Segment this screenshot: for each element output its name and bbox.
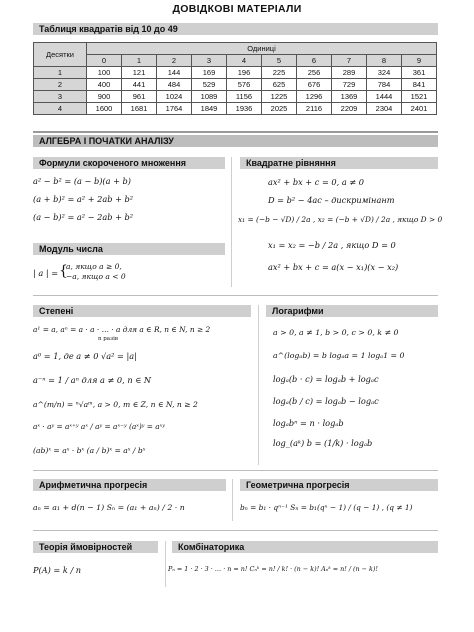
formula-diff-squares: a² − b² = (a − b)(a + b) [33, 176, 131, 186]
brace-icon: { [59, 263, 68, 279]
divider [33, 131, 438, 133]
square-value-cell: 2025 [262, 103, 297, 115]
formula-negative-power: a⁻ⁿ = 1 / aⁿ для a ≠ 0, n ∈ N [33, 375, 152, 385]
square-value-cell: 2304 [367, 103, 402, 115]
geom-heading: Геометрична прогресія [240, 479, 438, 491]
formula-discriminant: D = b² − 4ac – дискримінант [268, 195, 395, 205]
square-value-cell: 1089 [192, 91, 227, 103]
table-row [34, 103, 437, 115]
table-row [34, 67, 437, 79]
column-divider [165, 541, 166, 587]
formula-square-diff: (a − b)² = a² − 2ab + b² [33, 212, 134, 222]
units-header-cell: 2 [157, 55, 192, 67]
square-value-cell: 1849 [192, 103, 227, 115]
square-value-cell: 1156 [227, 91, 262, 103]
square-value-cell: 2401 [402, 103, 437, 115]
square-value-cell: 900 [87, 91, 122, 103]
square-value-cell: 729 [332, 79, 367, 91]
square-value-cell: 676 [297, 79, 332, 91]
square-value-cell: 1681 [122, 103, 157, 115]
formula-square-sum: (a + b)² = a² + 2ab + b² [33, 194, 134, 204]
square-value-cell: 400 [87, 79, 122, 91]
square-value-cell: 1225 [262, 91, 297, 103]
units-row [34, 55, 437, 67]
square-value-cell: 2209 [332, 103, 367, 115]
square-value-cell: 484 [157, 79, 192, 91]
formula-power-def: a¹ = a, aⁿ = a · a · … · a для a ∈ R, n ∈ N, n ≥ 2 [33, 325, 211, 334]
tens-cell: 3 [34, 91, 87, 103]
formula-product-power: (ab)ˣ = aˣ · bˣ (a / b)ˣ = aˣ / bˣ [33, 446, 146, 455]
modulus-case-positive: a, якщо a ≥ 0, [66, 262, 122, 271]
units-header-cell: 9 [402, 55, 437, 67]
formula-probability: P(A) = k / n [33, 565, 82, 575]
square-value-cell: 784 [367, 79, 402, 91]
square-value-cell: 1600 [87, 103, 122, 115]
square-value-cell: 1521 [402, 91, 437, 103]
square-value-cell: 361 [402, 67, 437, 79]
powers-heading: Степені [33, 305, 251, 317]
squares-heading: Таблиця квадратів від 10 до 49 [33, 23, 438, 35]
square-value-cell: 2116 [297, 103, 332, 115]
square-value-cell: 196 [227, 67, 262, 79]
square-value-cell: 529 [192, 79, 227, 91]
prob-heading: Теорія ймовірностей [33, 541, 158, 553]
units-header-cell: 1 [122, 55, 157, 67]
formula-log-quotient: logₐ(b / c) = logₐb − logₐc [273, 396, 379, 406]
formula-log-basic: a^(logₐb) = b logₐa = 1 logₐ1 = 0 [273, 351, 405, 360]
table-row [34, 79, 437, 91]
column-divider [232, 479, 233, 521]
units-header-cell: 3 [192, 55, 227, 67]
square-value-cell: 961 [122, 91, 157, 103]
table-row [34, 91, 437, 103]
squares-table [33, 42, 437, 115]
column-divider [258, 305, 259, 465]
square-value-cell: 1936 [227, 103, 262, 115]
square-value-cell: 289 [332, 67, 367, 79]
formula-power-zero: a⁰ = 1, де a ≠ 0 √a² = |a| [33, 351, 137, 361]
units-header-cell: 4 [227, 55, 262, 67]
square-value-cell: 169 [192, 67, 227, 79]
square-value-cell: 256 [297, 67, 332, 79]
units-header-cell: 8 [367, 55, 402, 67]
units-header-cell: 7 [332, 55, 367, 67]
square-value-cell: 441 [122, 79, 157, 91]
formula-rational-power: a^(m/n) = ⁿ√aᵐ, a > 0, m ∈ Z, n ∈ N, n ≥ 2 [33, 400, 198, 409]
tens-cell: 2 [34, 79, 87, 91]
divider [33, 530, 438, 531]
column-divider [231, 157, 232, 287]
formula-log-product: logₐ(b · c) = logₐb + logₐc [273, 374, 379, 384]
tens-cell: 4 [34, 103, 87, 115]
units-header-cell: 6 [297, 55, 332, 67]
algebra-heading: АЛГЕБРА І ПОЧАТКИ АНАЛІЗУ [33, 135, 438, 147]
units-header-cell: 5 [262, 55, 297, 67]
formula-log-base-power: log_(aᵏ) b = (1/k) · logₐb [273, 438, 373, 448]
power-def-note: n разів [98, 336, 118, 342]
page-title: ДОВІДКОВІ МАТЕРІАЛИ [172, 3, 302, 15]
formula-log-power: logₐbⁿ = n · logₐb [273, 418, 344, 428]
formula-quadratic: ax² + bx + c = 0, a ≠ 0 [268, 177, 364, 187]
square-value-cell: 121 [122, 67, 157, 79]
formula-combinatorics: Pₙ = 1 · 2 · 3 · … · n = n! Cₙᵏ = n! / k! · (n − k)! Aₙᵏ = n! / (n − k)! [168, 565, 378, 573]
modulus-case-negative: −a, якщо a < 0 [66, 272, 126, 281]
square-value-cell: 841 [402, 79, 437, 91]
formula-geom: bₙ = b₁ · qⁿ⁻¹ Sₙ = b₁(qⁿ − 1) / (q − 1) , (q ≠ 1) [240, 503, 413, 512]
modulus-lhs: | a | = [33, 268, 59, 278]
formula-arith: aₙ = a₁ + d(n − 1) Sₙ = (a₁ + aₙ) / 2 · n [33, 503, 185, 512]
short-mult-heading: Формули скороченого множення [33, 157, 225, 169]
formula-double-root: x₁ = x₂ = −b / 2a , якщо D = 0 [268, 240, 396, 250]
units-header-cell: 0 [87, 55, 122, 67]
modulus-heading: Модуль числа [33, 243, 225, 255]
square-value-cell: 324 [367, 67, 402, 79]
formula-factorization: ax² + bx + c = a(x − x₁)(x − x₂) [268, 262, 399, 272]
formula-roots: x₁ = (−b − √D) / 2a , x₂ = (−b + √D) / 2a , якщо D > 0 [238, 215, 443, 224]
square-value-cell: 1296 [297, 91, 332, 103]
formula-power-rules: aˣ · aʸ = aˣ⁺ʸ aˣ / aʸ = aˣ⁻ʸ (aˣ)ʸ = aˣʸ [33, 422, 165, 431]
square-value-cell: 1024 [157, 91, 192, 103]
square-value-cell: 1369 [332, 91, 367, 103]
square-value-cell: 100 [87, 67, 122, 79]
square-value-cell: 576 [227, 79, 262, 91]
logs-heading: Логарифми [266, 305, 438, 317]
divider [33, 295, 438, 296]
quadratic-heading: Квадратне рівняння [240, 157, 438, 169]
tens-cell: 1 [34, 67, 87, 79]
units-header: Одиниці [87, 43, 437, 55]
tens-header: Десятки [34, 43, 87, 67]
square-value-cell: 1764 [157, 103, 192, 115]
square-value-cell: 144 [157, 67, 192, 79]
arith-heading: Арифметична прогресія [33, 479, 226, 491]
square-value-cell: 1444 [367, 91, 402, 103]
divider [33, 470, 438, 471]
comb-heading: Комбінаторика [172, 541, 438, 553]
square-value-cell: 625 [262, 79, 297, 91]
formula-log-conditions: a > 0, a ≠ 1, b > 0, c > 0, k ≠ 0 [273, 328, 399, 337]
square-value-cell: 225 [262, 67, 297, 79]
